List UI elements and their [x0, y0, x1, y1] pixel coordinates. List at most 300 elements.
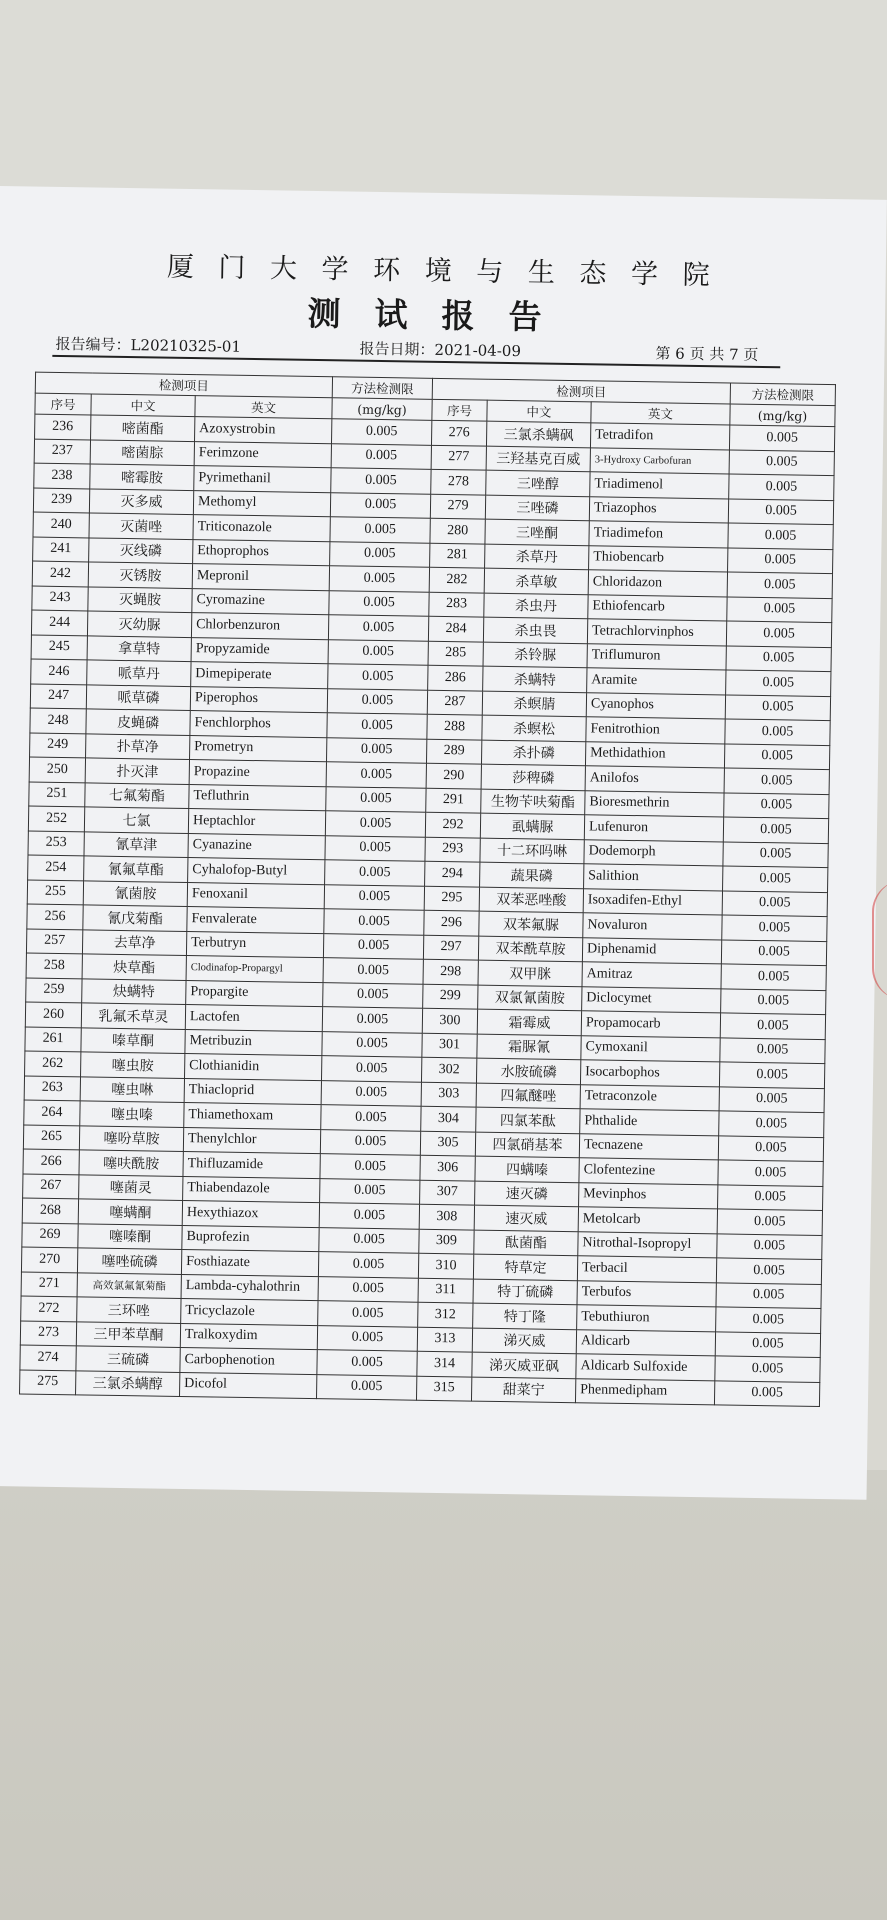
row-number: 295	[424, 886, 479, 911]
chinese-name: 氰菌胺	[83, 880, 187, 906]
detection-limit: 0.005	[724, 768, 829, 794]
detection-limit: 0.005	[327, 713, 427, 739]
chinese-name: 嗪草酮	[81, 1027, 185, 1053]
english-name: Azoxystrobin	[195, 417, 332, 444]
chinese-name: 七氯	[84, 807, 188, 833]
english-name: Fenoxanil	[187, 882, 324, 909]
row-number: 249	[30, 733, 86, 758]
row-number: 286	[428, 665, 483, 690]
row-number: 292	[425, 812, 480, 837]
chinese-name: 双氯氰菌胺	[478, 985, 582, 1011]
row-number: 248	[30, 708, 86, 733]
row-number: 300	[422, 1008, 477, 1033]
detection-limit: 0.005	[328, 639, 428, 665]
english-name: Clodinafop-Propargyl	[186, 956, 323, 983]
chinese-name: 三氯杀螨砜	[486, 421, 590, 447]
row-number: 284	[428, 616, 483, 641]
english-name: Cyanophos	[586, 692, 725, 719]
report-page	[0, 186, 887, 1500]
row-number: 244	[31, 610, 87, 635]
row-number: 270	[21, 1247, 77, 1272]
row-number: 309	[419, 1229, 474, 1254]
english-name: Fosthiazate	[181, 1249, 318, 1276]
chinese-name: 噻虫嗪	[80, 1101, 184, 1127]
detection-limit: 0.005	[320, 1178, 420, 1204]
row-number: 236	[35, 414, 91, 439]
chinese-name: 皮蝇磷	[86, 709, 190, 735]
chinese-name: 哌草磷	[86, 684, 190, 710]
english-name: Thiabendazole	[183, 1176, 320, 1203]
chinese-name: 乳氟禾草灵	[81, 1003, 185, 1029]
detection-limit: 0.005	[729, 425, 834, 451]
group-header-left: 检测项目	[35, 372, 332, 398]
english-name: Ferimzone	[194, 441, 331, 468]
english-name: Buprofezin	[182, 1225, 319, 1252]
row-number: 282	[429, 567, 484, 592]
row-number: 255	[27, 880, 83, 905]
row-number: 240	[33, 512, 89, 537]
english-name: Pyrimethanil	[194, 466, 331, 493]
row-number: 238	[34, 463, 90, 488]
english-name: Triflumuron	[587, 643, 726, 670]
detection-limit: 0.005	[718, 1184, 823, 1210]
row-number: 278	[431, 469, 486, 494]
chinese-name: 氰戊菊酯	[83, 905, 187, 931]
background-surface	[0, 1470, 887, 1920]
detection-limit: 0.005	[318, 1301, 418, 1327]
chinese-name: 噻唑硫磷	[77, 1248, 181, 1274]
row-number: 254	[28, 855, 84, 880]
row-number: 258	[26, 953, 82, 978]
row-number: 283	[429, 592, 484, 617]
detection-limit: 0.005	[318, 1276, 418, 1302]
row-number: 294	[425, 861, 480, 886]
detection-limit: 0.005	[323, 982, 423, 1008]
detection-limit: 0.005	[320, 1154, 420, 1180]
english-name: Tetrachlorvinphos	[587, 619, 726, 646]
row-number: 288	[427, 714, 482, 739]
detection-limit: 0.005	[716, 1258, 821, 1284]
row-number: 275	[20, 1369, 76, 1394]
english-name: Fenitrothion	[586, 717, 725, 744]
col-no-right: 序号	[432, 399, 487, 421]
detection-limit: 0.005	[319, 1203, 419, 1229]
detection-limit: 0.005	[331, 468, 431, 494]
english-name: Aramite	[587, 668, 726, 695]
chinese-name: 噻嗪酮	[78, 1223, 182, 1249]
english-name: Salithion	[584, 864, 723, 891]
row-number: 264	[24, 1100, 80, 1125]
col-en-left: 英文	[195, 396, 332, 419]
chinese-name: 拿草特	[87, 635, 191, 661]
chinese-name: 特草定	[473, 1254, 577, 1280]
chinese-name: 嘧菌酯	[91, 415, 195, 441]
detection-limit: 0.005	[329, 566, 429, 592]
english-name: Phenmedipham	[575, 1378, 714, 1405]
english-name: Triadimefon	[589, 521, 728, 548]
detection-limit: 0.005	[719, 1086, 824, 1112]
col-unit-left: (mg/kg)	[332, 398, 432, 421]
chinese-name: 杀草敏	[484, 568, 588, 594]
chinese-name: 双苯氟脲	[479, 911, 583, 937]
detection-limit: 0.005	[726, 670, 831, 696]
english-name: Carbophenotion	[180, 1347, 317, 1374]
english-name: Terbacil	[577, 1256, 716, 1283]
chinese-name: 三唑磷	[485, 495, 589, 521]
chinese-name: 酞菌酯	[474, 1230, 578, 1256]
chinese-name: 三羟基克百威	[486, 446, 590, 472]
detection-limit: 0.005	[328, 615, 428, 641]
english-name: Lufenuron	[584, 815, 723, 842]
chinese-name: 杀螟腈	[482, 691, 586, 717]
chinese-name: 杀螟松	[482, 715, 586, 741]
detection-limit: 0.005	[725, 719, 830, 745]
chinese-name: 特丁硫磷	[473, 1279, 577, 1305]
col-en-right: 英文	[591, 402, 730, 425]
chinese-name: 炔螨特	[82, 978, 186, 1004]
detection-limit: 0.005	[718, 1135, 823, 1161]
english-name: Dodemorph	[584, 839, 723, 866]
chinese-name: 噻螨酮	[78, 1199, 182, 1225]
detection-limit: 0.005	[727, 596, 832, 622]
english-name: Isoxadifen-Ethyl	[583, 888, 722, 915]
english-name: Clothianidin	[185, 1054, 322, 1081]
chinese-name: 三环唑	[77, 1297, 181, 1323]
row-number: 301	[422, 1033, 477, 1058]
col-unit-right: (mg/kg)	[730, 404, 835, 427]
chinese-name: 哌草丹	[87, 660, 191, 686]
page-indicator: 第 6 页 共 7 页	[655, 344, 759, 364]
detection-limit: 0.005	[717, 1233, 822, 1259]
detection-limit: 0.005	[330, 517, 430, 543]
english-name: Hexythiazox	[182, 1200, 319, 1227]
chinese-name: 杀扑磷	[481, 740, 585, 766]
detection-limit: 0.005	[724, 792, 829, 818]
col-cn-right: 中文	[487, 400, 591, 423]
english-name: Metribuzin	[185, 1029, 322, 1056]
limit-header-right: 方法检测限	[730, 383, 835, 406]
report-title: 测试报告	[307, 293, 576, 338]
col-no-left: 序号	[35, 393, 91, 415]
detection-limit: 0.005	[728, 498, 833, 524]
english-name: Prometryn	[190, 735, 327, 762]
row-number: 263	[24, 1075, 80, 1100]
chinese-name: 灭菌唑	[89, 513, 193, 539]
detection-limit: 0.005	[326, 762, 426, 788]
english-name: Novaluron	[583, 913, 722, 940]
chinese-name: 杀草丹	[485, 544, 589, 570]
chinese-name: 特丁隆	[473, 1303, 577, 1329]
col-cn-left: 中文	[91, 394, 195, 417]
english-name: Lambda-cyhalothrin	[181, 1274, 318, 1301]
report-date: 报告日期：2021-04-09	[359, 339, 522, 361]
row-number: 293	[425, 837, 480, 862]
english-name: Aldicarb	[576, 1329, 715, 1356]
chinese-name: 噻虫啉	[80, 1076, 184, 1102]
english-name: Lactofen	[185, 1005, 322, 1032]
english-name: 3-Hydroxy Carbofuran	[590, 447, 729, 474]
row-number: 259	[26, 978, 82, 1003]
chinese-name: 灭锈胺	[88, 562, 192, 588]
row-number: 297	[423, 935, 478, 960]
english-name: Dicofol	[180, 1372, 317, 1399]
chinese-name: 杀螨特	[483, 666, 587, 692]
detection-limit: 0.005	[320, 1129, 420, 1155]
chinese-name: 霜霉威	[477, 1009, 581, 1035]
chinese-name: 噻吩草胺	[79, 1125, 183, 1151]
row-number: 252	[28, 806, 84, 831]
english-name: Terbutryn	[186, 931, 323, 958]
chinese-name: 杀铃脲	[483, 642, 587, 668]
row-number: 268	[22, 1198, 78, 1223]
chinese-name: 噻菌灵	[79, 1174, 183, 1200]
english-name: Bioresmethrin	[585, 790, 724, 817]
chinese-name: 涕灭威	[472, 1328, 576, 1354]
detection-limit: 0.005	[332, 419, 432, 445]
detection-limit: 0.005	[317, 1350, 417, 1376]
row-number: 273	[20, 1320, 76, 1345]
row-number: 237	[34, 439, 90, 464]
row-number: 315	[416, 1376, 471, 1401]
chinese-name: 生物苄呋菊酯	[481, 789, 585, 815]
chinese-name: 嘧菌腙	[90, 439, 194, 465]
red-stamp-edge	[872, 880, 887, 1000]
detection-limit: 0.005	[329, 590, 429, 616]
english-name: Fenvalerate	[187, 907, 324, 934]
row-number: 314	[417, 1351, 472, 1376]
chinese-name: 扑草净	[86, 733, 190, 759]
chinese-name: 灭蝇胺	[88, 586, 192, 612]
detection-limit: 0.005	[328, 664, 428, 690]
chinese-name: 去草净	[82, 929, 186, 955]
english-name: Propazine	[189, 760, 326, 787]
row-number: 272	[21, 1296, 77, 1321]
row-number: 250	[29, 757, 85, 782]
row-number: 307	[420, 1180, 475, 1205]
detection-limit: 0.005	[722, 890, 827, 916]
row-number: 262	[25, 1051, 81, 1076]
background-top	[0, 0, 887, 200]
row-number: 256	[27, 904, 83, 929]
detection-limit: 0.005	[331, 443, 431, 469]
row-number: 290	[426, 763, 481, 788]
chinese-name: 高效氯氟氰菊酯	[77, 1272, 181, 1298]
chinese-name: 甜菜宁	[471, 1377, 575, 1403]
english-name: Dimepiperate	[191, 662, 328, 689]
english-name: Isocarbophos	[580, 1060, 719, 1087]
chinese-name: 虱螨脲	[480, 813, 584, 839]
english-name: Cyromazine	[192, 588, 329, 615]
detection-limit: 0.005	[325, 811, 425, 837]
detection-limit: 0.005	[721, 988, 826, 1014]
row-number: 279	[430, 494, 485, 519]
english-name: Propamocarb	[581, 1011, 720, 1038]
row-number: 304	[421, 1106, 476, 1131]
english-name: Cyhalofop-Butyl	[188, 858, 325, 885]
detection-limit: 0.005	[719, 1111, 824, 1137]
chinese-name: 噻呋酰胺	[79, 1150, 183, 1176]
english-name: Fenchlorphos	[190, 711, 327, 738]
chinese-name: 三唑醇	[486, 470, 590, 496]
chinese-name: 灭多威	[89, 488, 193, 514]
chinese-name: 嘧霉胺	[90, 464, 194, 490]
english-name: Metolcarb	[578, 1207, 717, 1234]
row-number: 265	[23, 1124, 79, 1149]
english-name: Diphenamid	[582, 937, 721, 964]
english-name: Diclocymet	[582, 986, 721, 1013]
english-name: Clofentezine	[579, 1158, 718, 1185]
chinese-name: 双苯恶唑酸	[479, 887, 583, 913]
english-name: Aldicarb Sulfoxide	[576, 1354, 715, 1381]
row-number: 269	[22, 1222, 78, 1247]
chinese-name: 杀虫畏	[483, 617, 587, 643]
detection-limit: 0.005	[723, 841, 828, 867]
row-number: 274	[20, 1345, 76, 1370]
detection-limit: 0.005	[723, 866, 828, 892]
detection-limit: 0.005	[321, 1056, 421, 1082]
row-number: 243	[32, 586, 88, 611]
row-number: 285	[428, 641, 483, 666]
row-number: 302	[421, 1057, 476, 1082]
detection-limit: 0.005	[714, 1380, 819, 1406]
english-name: Mepronil	[192, 564, 329, 591]
detection-limit: 0.005	[327, 688, 427, 714]
english-name: Tricyclazole	[181, 1298, 318, 1325]
detection-limit: 0.005	[322, 1007, 422, 1033]
row-number: 291	[426, 788, 481, 813]
chinese-name: 四氯硝基苯	[475, 1132, 579, 1158]
detection-limit: 0.005	[727, 572, 832, 598]
detection-limit: 0.005	[326, 786, 426, 812]
english-name: Cymoxanil	[581, 1035, 720, 1062]
detection-limit: 0.005	[728, 547, 833, 573]
detection-limit: 0.005	[726, 645, 831, 671]
row-number: 251	[29, 782, 85, 807]
detection-limit: 0.005	[318, 1252, 418, 1278]
detection-limit: 0.005	[330, 492, 430, 518]
chinese-name: 双苯酰草胺	[478, 936, 582, 962]
english-name: Phthalide	[580, 1109, 719, 1136]
chinese-name: 氰氟草酯	[84, 856, 188, 882]
detection-limit: 0.005	[317, 1325, 417, 1351]
english-name: Tecnazene	[579, 1133, 718, 1160]
english-name: Ethiofencarb	[588, 594, 727, 621]
detection-limit: 0.005	[715, 1331, 820, 1357]
detection-limit: 0.005	[323, 958, 423, 984]
row-number: 287	[427, 690, 482, 715]
detection-limit: 0.005	[722, 915, 827, 941]
row-number: 245	[31, 635, 87, 660]
detection-limit: 0.005	[316, 1374, 416, 1400]
chinese-name: 速灭威	[474, 1205, 578, 1231]
detection-limit: 0.005	[725, 694, 830, 720]
row-number: 306	[420, 1155, 475, 1180]
row-number: 253	[28, 831, 84, 856]
row-number: 310	[418, 1253, 473, 1278]
row-number: 277	[431, 445, 486, 470]
english-name: Piperophos	[190, 686, 327, 713]
chinese-name: 三甲苯草酮	[76, 1321, 180, 1347]
detection-limit: 0.005	[720, 1037, 825, 1063]
detection-limit: 0.005	[326, 737, 426, 763]
english-name: Nitrothal-Isopropyl	[578, 1231, 717, 1258]
chinese-name: 涕灭威亚砜	[472, 1352, 576, 1378]
english-name: Heptachlor	[188, 809, 325, 836]
chinese-name: 三唑酮	[485, 519, 589, 545]
chinese-name: 双甲脒	[478, 960, 582, 986]
chinese-name: 速灭磷	[475, 1181, 579, 1207]
english-name: Thiacloprid	[184, 1078, 321, 1105]
report-number: 报告编号：L20210325-01	[55, 334, 242, 356]
detection-limit: 0.005	[321, 1105, 421, 1131]
detection-limit: 0.005	[330, 541, 430, 567]
detection-limit: 0.005	[322, 1031, 422, 1057]
row-number: 305	[420, 1131, 475, 1156]
english-name: Triticonazole	[193, 515, 330, 542]
chinese-name: 灭线磷	[89, 537, 193, 563]
row-number: 246	[31, 659, 87, 684]
english-name: Thiamethoxam	[184, 1103, 321, 1130]
detection-limit: 0.005	[325, 835, 425, 861]
english-name: Chlorbenzuron	[191, 613, 328, 640]
row-number: 261	[25, 1027, 81, 1052]
row-number: 271	[21, 1271, 77, 1296]
chinese-name: 炔草酯	[82, 954, 186, 980]
chinese-name: 四氟醚唑	[476, 1083, 580, 1109]
english-name: Tralkoxydim	[180, 1323, 317, 1350]
chinese-name: 噻虫胺	[81, 1052, 185, 1078]
detection-limit: 0.005	[726, 621, 831, 647]
english-name: Methomyl	[193, 490, 330, 517]
detection-limit: 0.005	[719, 1062, 824, 1088]
english-name: Tetradifon	[590, 423, 729, 450]
chinese-name: 氰草津	[84, 831, 188, 857]
row-number: 298	[423, 959, 478, 984]
english-name: Thifluzamide	[183, 1151, 320, 1178]
english-name: Thiobencarb	[589, 545, 728, 572]
detection-limit: 0.005	[319, 1227, 419, 1253]
chinese-name: 四氯苯酞	[476, 1107, 580, 1133]
row-number: 241	[33, 537, 89, 562]
row-number: 296	[424, 910, 479, 935]
detection-limit: 0.005	[728, 523, 833, 549]
row-number: 247	[30, 684, 86, 709]
row-number: 280	[430, 518, 485, 543]
row-number: 289	[426, 739, 481, 764]
english-name: Methidathion	[585, 741, 724, 768]
chinese-name: 七氟菊酯	[85, 782, 189, 808]
row-number: 266	[23, 1149, 79, 1174]
chinese-name: 霜脲氰	[477, 1034, 581, 1060]
detection-limit: 0.005	[729, 474, 834, 500]
detection-limit: 0.005	[717, 1209, 822, 1235]
detection-limit: 0.005	[720, 1013, 825, 1039]
english-name: Propyzamide	[191, 637, 328, 664]
english-name: Triadimenol	[590, 472, 729, 499]
english-name: Propargite	[186, 980, 323, 1007]
chinese-name: 蔬果磷	[480, 862, 584, 888]
row-number: 308	[419, 1204, 474, 1229]
detection-limit: 0.005	[721, 939, 826, 965]
english-name: Terbufos	[577, 1280, 716, 1307]
detection-limit: 0.005	[721, 964, 826, 990]
group-header-right: 检测项目	[432, 378, 730, 404]
english-name: Thenylchlor	[183, 1127, 320, 1154]
row-number: 242	[32, 561, 88, 586]
institution-name: 厦 门 大 学 环 境 与 生 态 学 院	[166, 251, 718, 292]
chinese-name: 扑灭津	[85, 758, 189, 784]
english-name: Tebuthiuron	[577, 1305, 716, 1332]
